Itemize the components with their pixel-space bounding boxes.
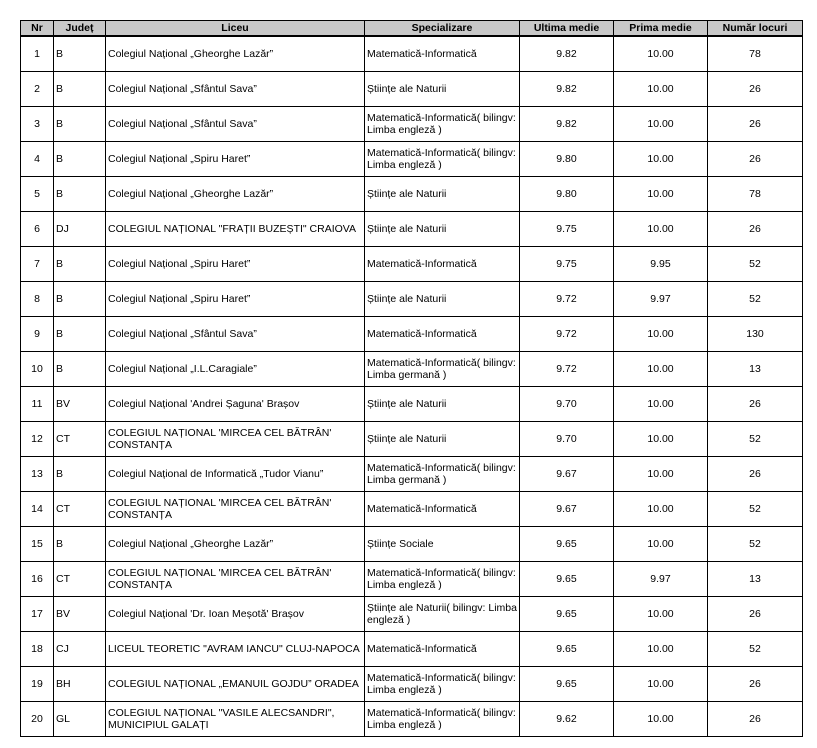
cell-nr: 19 [21,667,54,702]
cell-numar-locuri: 13 [708,562,803,597]
cell-judet: B [54,247,106,282]
cell-numar-locuri: 26 [708,702,803,737]
cell-numar-locuri: 52 [708,492,803,527]
table-row [21,282,803,317]
cell-prima-medie: 10.00 [614,107,708,142]
cell-specializare: Științe ale Naturii [365,72,520,107]
cell-ultima-medie: 9.80 [520,177,614,212]
cell-nr: 10 [21,352,54,387]
cell-ultima-medie: 9.72 [520,352,614,387]
table-row [21,492,803,527]
table-row [21,247,803,282]
cell-specializare: Științe Sociale [365,527,520,562]
cell-judet: B [54,457,106,492]
cell-nr: 9 [21,317,54,352]
table-row [21,527,803,562]
cell-prima-medie: 10.00 [614,36,708,72]
cell-ultima-medie: 9.80 [520,142,614,177]
header-ultima-medie: Ultima medie [520,21,614,37]
cell-ultima-medie: 9.67 [520,492,614,527]
cell-ultima-medie: 9.82 [520,72,614,107]
cell-numar-locuri: 52 [708,247,803,282]
cell-ultima-medie: 9.75 [520,247,614,282]
cell-prima-medie: 9.95 [614,247,708,282]
cell-ultima-medie: 9.82 [520,36,614,72]
cell-ultima-medie: 9.65 [520,632,614,667]
cell-nr: 20 [21,702,54,737]
cell-judet: BV [54,597,106,632]
cell-liceu: Colegiul Național 'Dr. Ioan Meșotă' Brașov [106,597,365,632]
table-row [21,142,803,177]
cell-judet: CT [54,422,106,457]
cell-nr: 14 [21,492,54,527]
table-row [21,597,803,632]
cell-numar-locuri: 26 [708,72,803,107]
cell-specializare: Științe ale Naturii [365,177,520,212]
cell-liceu: Colegiul Național „Gheorghe Lazăr” [106,177,365,212]
cell-specializare: Matematică-Informatică( bilingv: Limba engleză ) [365,142,520,177]
cell-nr: 18 [21,632,54,667]
cell-specializare: Matematică-Informatică [365,632,520,667]
cell-prima-medie: 10.00 [614,352,708,387]
table-row [21,317,803,352]
cell-nr: 8 [21,282,54,317]
table-row [21,457,803,492]
cell-specializare: Matematică-Informatică( bilingv: Limba germană ) [365,352,520,387]
cell-specializare: Matematică-Informatică( bilingv: Limba germană ) [365,457,520,492]
table-row [21,667,803,702]
table-row [21,702,803,737]
cell-nr: 3 [21,107,54,142]
header-row [21,21,803,37]
cell-liceu: Colegiul Național „Sfântul Sava” [106,317,365,352]
cell-ultima-medie: 9.65 [520,527,614,562]
cell-nr: 6 [21,212,54,247]
cell-judet: CT [54,492,106,527]
cell-judet: B [54,317,106,352]
cell-ultima-medie: 9.65 [520,562,614,597]
cell-specializare: Științe ale Naturii [365,282,520,317]
cell-judet: B [54,72,106,107]
cell-liceu: COLEGIUL NAȚIONAL "FRAȚII BUZEȘTI" CRAIOVA [106,212,365,247]
cell-nr: 12 [21,422,54,457]
cell-nr: 4 [21,142,54,177]
cell-prima-medie: 10.00 [614,422,708,457]
cell-prima-medie: 10.00 [614,702,708,737]
table-row [21,72,803,107]
table-row [21,422,803,457]
cell-prima-medie: 10.00 [614,142,708,177]
cell-judet: DJ [54,212,106,247]
cell-liceu: Colegiul Național 'Andrei Șaguna' Brașov [106,387,365,422]
cell-ultima-medie: 9.70 [520,387,614,422]
header-liceu: Liceu [106,21,365,37]
cell-judet: BV [54,387,106,422]
header-specializare: Specializare [365,21,520,37]
cell-ultima-medie: 9.62 [520,702,614,737]
cell-numar-locuri: 52 [708,282,803,317]
cell-specializare: Matematică-Informatică( bilingv: Limba engleză ) [365,667,520,702]
cell-specializare: Științe ale Naturii [365,422,520,457]
cell-numar-locuri: 26 [708,387,803,422]
cell-ultima-medie: 9.72 [520,282,614,317]
header-nr: Nr [21,21,54,37]
cell-ultima-medie: 9.67 [520,457,614,492]
cell-specializare: Științe ale Naturii( bilingv: Limba engleză ) [365,597,520,632]
cell-numar-locuri: 26 [708,597,803,632]
cell-numar-locuri: 52 [708,422,803,457]
cell-nr: 5 [21,177,54,212]
cell-judet: B [54,177,106,212]
cell-judet: B [54,142,106,177]
table-header [21,21,803,37]
cell-prima-medie: 10.00 [614,317,708,352]
cell-judet: B [54,282,106,317]
admissions-table [20,20,803,737]
cell-judet: CT [54,562,106,597]
cell-specializare: Matematică-Informatică [365,317,520,352]
cell-nr: 11 [21,387,54,422]
cell-liceu: Colegiul Național „Sfântul Sava” [106,107,365,142]
cell-liceu: Colegiul Național „Spiru Haret” [106,247,365,282]
cell-specializare: Științe ale Naturii [365,212,520,247]
cell-liceu: COLEGIUL NAȚIONAL "VASILE ALECSANDRI", MUNICIPIUL GALAȚI [106,702,365,737]
cell-liceu: Colegiul Național „Sfântul Sava” [106,72,365,107]
cell-judet: B [54,527,106,562]
table-row [21,107,803,142]
table-row [21,212,803,247]
cell-liceu: COLEGIUL NAȚIONAL 'MIRCEA CEL BĂTRÂN' CONSTANȚA [106,422,365,457]
cell-nr: 15 [21,527,54,562]
cell-ultima-medie: 9.82 [520,107,614,142]
cell-nr: 16 [21,562,54,597]
cell-prima-medie: 10.00 [614,387,708,422]
table-row [21,632,803,667]
cell-prima-medie: 10.00 [614,177,708,212]
cell-judet: BH [54,667,106,702]
cell-prima-medie: 10.00 [614,632,708,667]
cell-specializare: Matematică-Informatică( bilingv: Limba engleză ) [365,107,520,142]
table-row [21,352,803,387]
cell-ultima-medie: 9.72 [520,317,614,352]
cell-ultima-medie: 9.70 [520,422,614,457]
cell-liceu: Colegiul Național de Informatică „Tudor Vianu” [106,457,365,492]
cell-prima-medie: 10.00 [614,72,708,107]
cell-numar-locuri: 130 [708,317,803,352]
table-row [21,387,803,422]
table-row [21,562,803,597]
cell-prima-medie: 10.00 [614,667,708,702]
table-row [21,177,803,212]
cell-prima-medie: 10.00 [614,492,708,527]
cell-prima-medie: 10.00 [614,457,708,492]
cell-numar-locuri: 78 [708,177,803,212]
cell-specializare: Matematică-Informatică [365,36,520,72]
cell-prima-medie: 10.00 [614,527,708,562]
cell-nr: 2 [21,72,54,107]
cell-specializare: Matematică-Informatică [365,492,520,527]
cell-numar-locuri: 26 [708,667,803,702]
cell-liceu: COLEGIUL NAȚIONAL 'MIRCEA CEL BĂTRÂN' CONSTANȚA [106,492,365,527]
cell-specializare: Matematică-Informatică [365,247,520,282]
cell-liceu: Colegiul Național „Gheorghe Lazăr” [106,36,365,72]
cell-prima-medie: 9.97 [614,562,708,597]
cell-judet: B [54,36,106,72]
cell-numar-locuri: 26 [708,457,803,492]
cell-specializare: Matematică-Informatică( bilingv: Limba engleză ) [365,702,520,737]
cell-nr: 17 [21,597,54,632]
cell-ultima-medie: 9.65 [520,667,614,702]
cell-nr: 7 [21,247,54,282]
cell-numar-locuri: 26 [708,107,803,142]
cell-liceu: Colegiul Național „Spiru Haret” [106,142,365,177]
cell-nr: 1 [21,36,54,72]
cell-ultima-medie: 9.65 [520,597,614,632]
cell-judet: CJ [54,632,106,667]
cell-numar-locuri: 52 [708,527,803,562]
table-body [21,36,803,737]
cell-numar-locuri: 78 [708,36,803,72]
cell-specializare: Matematică-Informatică( bilingv: Limba engleză ) [365,562,520,597]
cell-numar-locuri: 26 [708,142,803,177]
cell-prima-medie: 10.00 [614,597,708,632]
header-judet: Județ [54,21,106,37]
cell-liceu: Colegiul Național „Spiru Haret” [106,282,365,317]
cell-ultima-medie: 9.75 [520,212,614,247]
cell-numar-locuri: 26 [708,212,803,247]
cell-liceu: COLEGIUL NAȚIONAL „EMANUIL GOJDU” ORADEA [106,667,365,702]
cell-liceu: Colegiul Național „I.L.Caragiale” [106,352,365,387]
cell-judet: GL [54,702,106,737]
cell-prima-medie: 10.00 [614,212,708,247]
table-row [21,36,803,72]
cell-prima-medie: 9.97 [614,282,708,317]
cell-liceu: Colegiul Național „Gheorghe Lazăr” [106,527,365,562]
cell-liceu: COLEGIUL NAȚIONAL 'MIRCEA CEL BĂTRÂN' CONSTANȚA [106,562,365,597]
cell-numar-locuri: 13 [708,352,803,387]
header-prima-medie: Prima medie [614,21,708,37]
cell-judet: B [54,107,106,142]
cell-nr: 13 [21,457,54,492]
cell-specializare: Științe ale Naturii [365,387,520,422]
header-numar-locuri: Număr locuri [708,21,803,37]
cell-judet: B [54,352,106,387]
cell-numar-locuri: 52 [708,632,803,667]
cell-liceu: LICEUL TEORETIC "AVRAM IANCU" CLUJ-NAPOCA [106,632,365,667]
